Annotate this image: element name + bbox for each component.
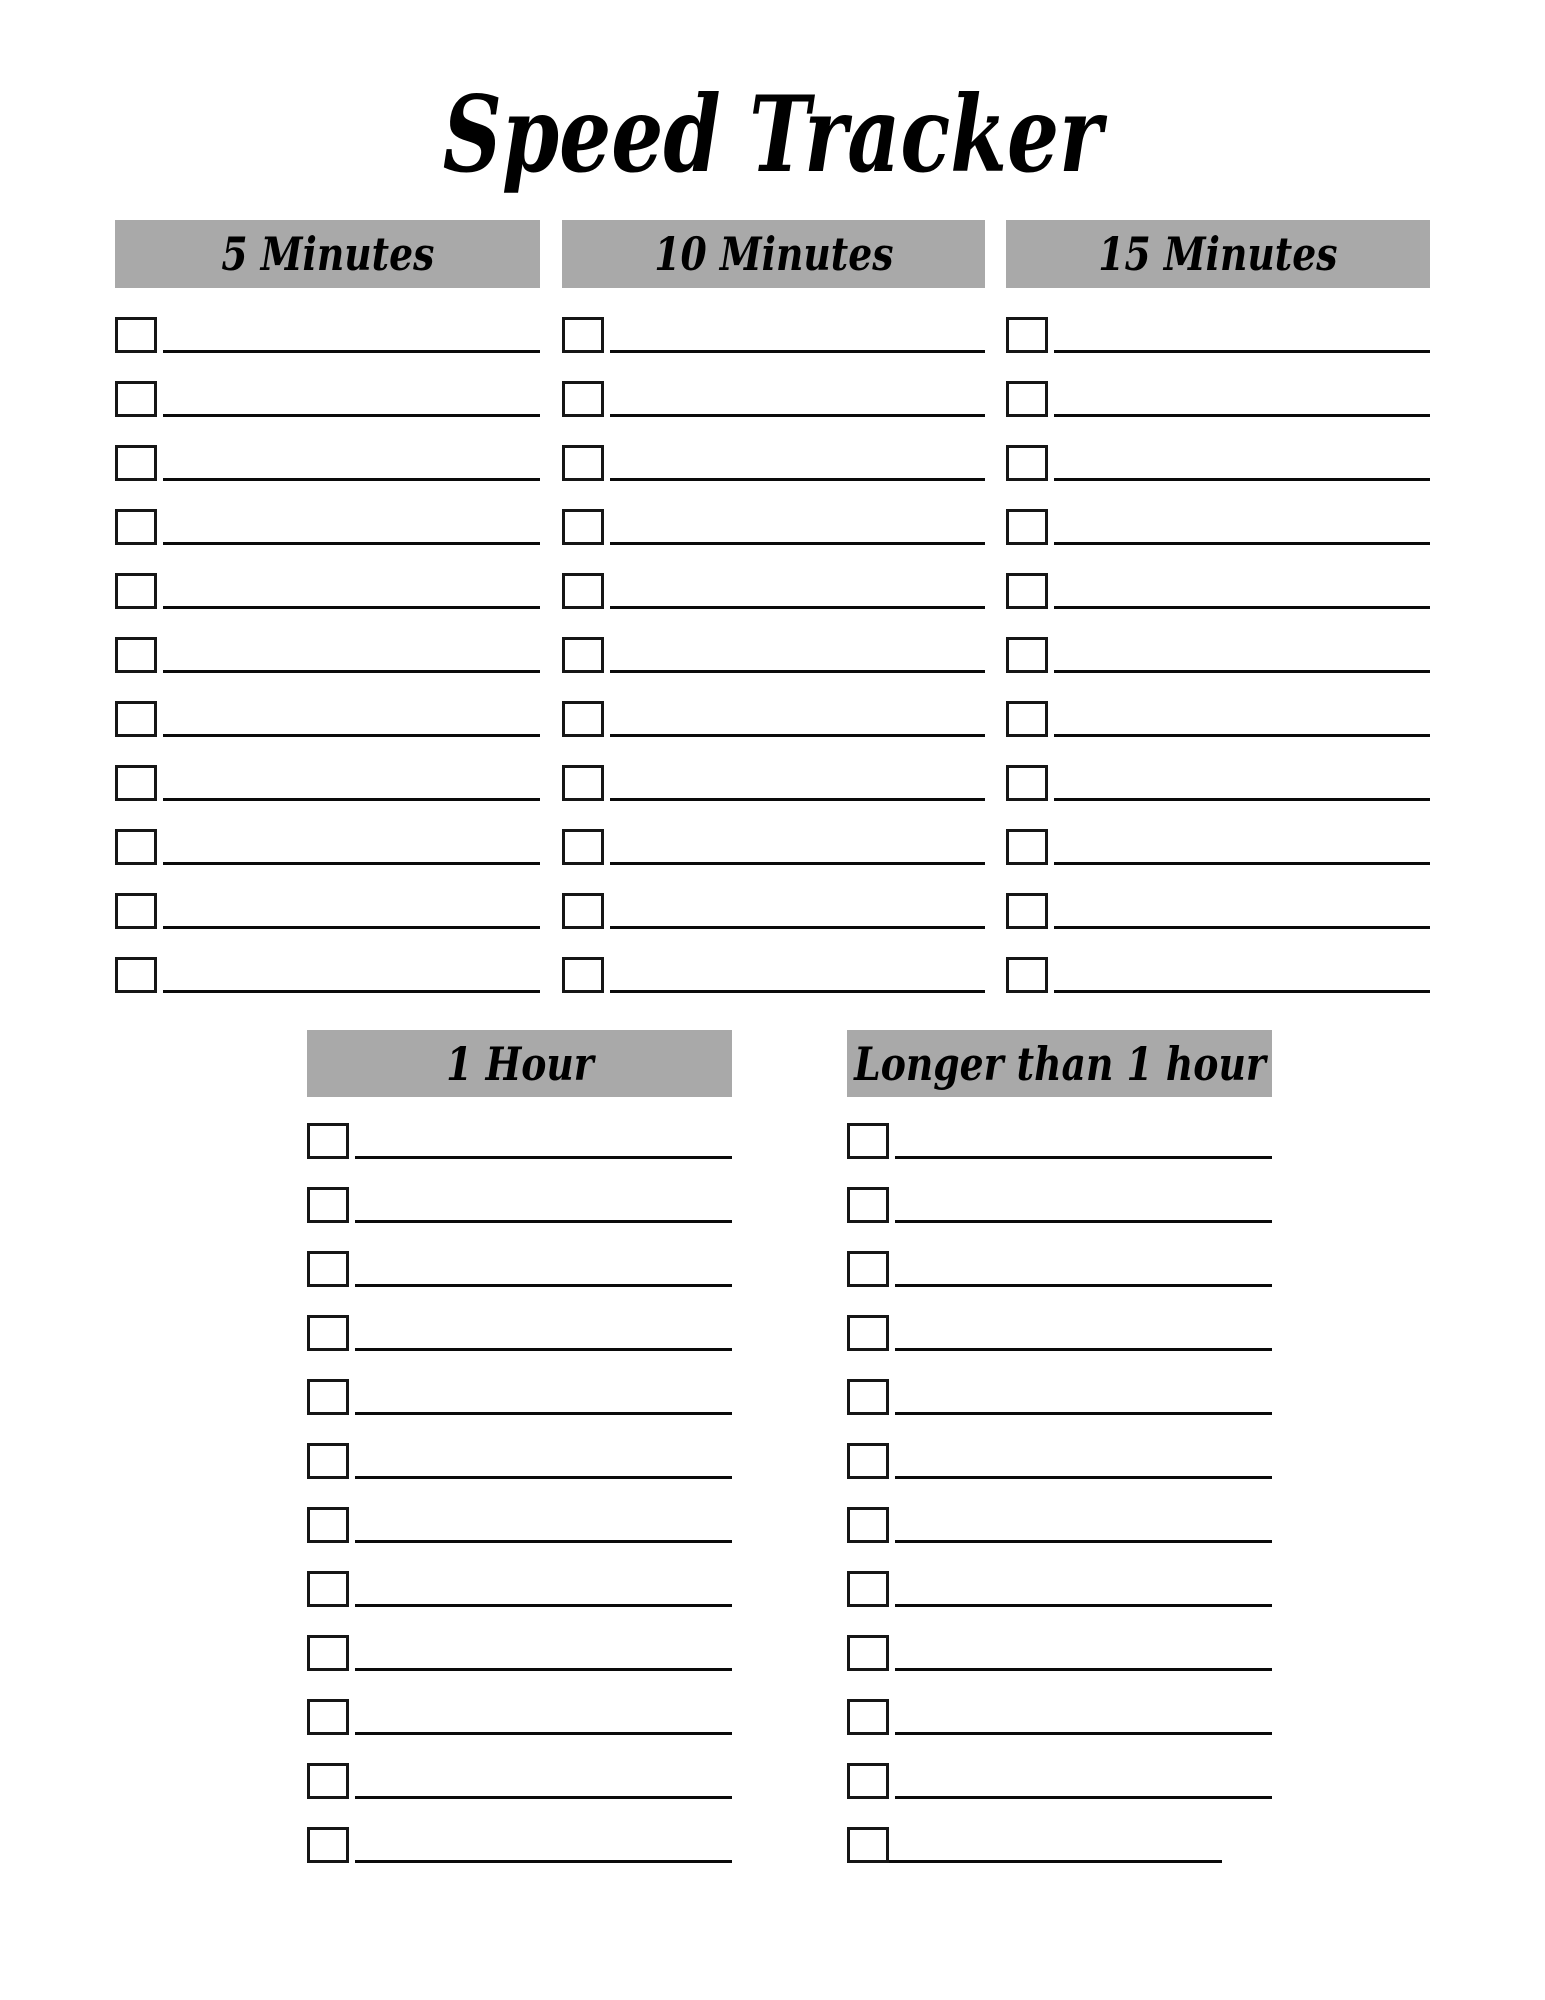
page-title: Speed Tracker xyxy=(442,72,1103,196)
checkbox[interactable] xyxy=(847,1187,889,1223)
write-in-line xyxy=(355,1156,732,1159)
write-in-line xyxy=(355,1604,732,1607)
checklist-column-longer-than-1-hour xyxy=(847,1030,1272,1891)
write-in-line xyxy=(1054,350,1430,353)
checkbox[interactable] xyxy=(562,957,604,993)
checkbox[interactable] xyxy=(562,573,604,609)
checklist-row xyxy=(1006,509,1430,545)
checkbox[interactable] xyxy=(562,701,604,737)
checkbox[interactable] xyxy=(307,1123,349,1159)
checkbox[interactable] xyxy=(115,381,157,417)
checklist-row xyxy=(1006,957,1430,993)
write-in-line xyxy=(163,478,540,481)
checkbox[interactable] xyxy=(1006,765,1048,801)
checkbox[interactable] xyxy=(115,957,157,993)
checkbox[interactable] xyxy=(847,1315,889,1351)
write-in-line xyxy=(163,670,540,673)
checklist-column-10-minutes xyxy=(562,220,985,1021)
column-rows xyxy=(115,317,540,993)
checklist-row xyxy=(562,381,985,417)
checklist-row xyxy=(1006,701,1430,737)
write-in-line xyxy=(355,1860,732,1863)
checkbox[interactable] xyxy=(1006,701,1048,737)
write-in-line xyxy=(895,1284,1272,1287)
checkbox[interactable] xyxy=(562,509,604,545)
column-rows xyxy=(307,1123,732,1863)
checklist-row xyxy=(562,957,985,993)
checklist-row xyxy=(307,1251,732,1287)
write-in-line xyxy=(163,734,540,737)
checkbox[interactable] xyxy=(115,893,157,929)
checkbox[interactable] xyxy=(1006,317,1048,353)
checkbox[interactable] xyxy=(847,1699,889,1735)
checkbox[interactable] xyxy=(1006,829,1048,865)
checklist-row xyxy=(307,1443,732,1479)
checklist-row xyxy=(847,1763,1272,1799)
checklist-row xyxy=(307,1827,732,1863)
checkbox[interactable] xyxy=(1006,893,1048,929)
checklist-row xyxy=(307,1507,732,1543)
checklist-row xyxy=(847,1315,1272,1351)
checklist-row xyxy=(847,1123,1272,1159)
column-header-1-hour xyxy=(307,1030,732,1097)
checkbox[interactable] xyxy=(1006,637,1048,673)
checklist-row xyxy=(115,957,540,993)
checkbox[interactable] xyxy=(307,1635,349,1671)
checkbox[interactable] xyxy=(562,381,604,417)
write-in-line xyxy=(163,990,540,993)
checklist-row xyxy=(1006,381,1430,417)
checklist-row xyxy=(562,765,985,801)
checklist-row xyxy=(307,1315,732,1351)
checkbox[interactable] xyxy=(847,1827,889,1863)
checkbox[interactable] xyxy=(115,637,157,673)
write-in-line xyxy=(355,1284,732,1287)
write-in-line xyxy=(610,862,985,865)
checklist-row xyxy=(1006,765,1430,801)
checklist-row xyxy=(115,765,540,801)
write-in-line xyxy=(895,1604,1272,1607)
checkbox[interactable] xyxy=(562,445,604,481)
checklist-row xyxy=(115,509,540,545)
checkbox[interactable] xyxy=(307,1763,349,1799)
checklist-row xyxy=(1006,445,1430,481)
checklist-row xyxy=(115,637,540,673)
checklist-row xyxy=(115,701,540,737)
checklist-column-15-minutes xyxy=(1006,220,1430,1021)
write-in-line xyxy=(355,1220,732,1223)
write-in-line xyxy=(895,1348,1272,1351)
checklist-column-5-minutes xyxy=(115,220,540,1021)
checkbox[interactable] xyxy=(307,1827,349,1863)
write-in-line xyxy=(1054,990,1430,993)
write-in-line xyxy=(1054,606,1430,609)
write-in-line xyxy=(895,1476,1272,1479)
checkbox[interactable] xyxy=(115,573,157,609)
write-in-line xyxy=(610,542,985,545)
write-in-line xyxy=(895,1412,1272,1415)
write-in-line xyxy=(847,1860,1222,1863)
column-header-label: 5 Minutes xyxy=(221,227,434,281)
checklist-row xyxy=(1006,637,1430,673)
write-in-line xyxy=(355,1540,732,1543)
write-in-line xyxy=(355,1668,732,1671)
column-header-label: 15 Minutes xyxy=(1098,227,1338,281)
checklist-column-1-hour xyxy=(307,1030,732,1891)
checklist-row xyxy=(847,1571,1272,1607)
checkbox[interactable] xyxy=(847,1251,889,1287)
checkbox[interactable] xyxy=(307,1315,349,1351)
write-in-line xyxy=(610,670,985,673)
write-in-line xyxy=(895,1156,1272,1159)
checklist-row xyxy=(562,509,985,545)
checklist-row xyxy=(307,1123,732,1159)
column-rows xyxy=(847,1123,1272,1863)
checkbox[interactable] xyxy=(847,1763,889,1799)
write-in-line xyxy=(895,1796,1272,1799)
checkbox[interactable] xyxy=(115,701,157,737)
checkbox[interactable] xyxy=(847,1571,889,1607)
checkbox[interactable] xyxy=(307,1187,349,1223)
checkbox[interactable] xyxy=(307,1699,349,1735)
column-header-10-minutes xyxy=(562,220,985,288)
checklist-row xyxy=(307,1763,732,1799)
checkbox[interactable] xyxy=(1006,957,1048,993)
checklist-row xyxy=(307,1187,732,1223)
column-header-label: 10 Minutes xyxy=(653,227,894,281)
checklist-row xyxy=(847,1379,1272,1415)
checklist-row xyxy=(847,1635,1272,1671)
write-in-line xyxy=(355,1732,732,1735)
checklist-row xyxy=(562,637,985,673)
write-in-line xyxy=(610,606,985,609)
checkbox[interactable] xyxy=(307,1379,349,1415)
checkbox[interactable] xyxy=(562,765,604,801)
checklist-row xyxy=(562,445,985,481)
checkbox[interactable] xyxy=(1006,381,1048,417)
checkbox[interactable] xyxy=(307,1571,349,1607)
column-rows xyxy=(562,317,985,993)
checkbox[interactable] xyxy=(847,1443,889,1479)
column-header-label: 1 Hour xyxy=(445,1036,594,1091)
checklist-row xyxy=(847,1443,1272,1479)
checkbox[interactable] xyxy=(115,317,157,353)
write-in-line xyxy=(355,1412,732,1415)
write-in-line xyxy=(1054,926,1430,929)
checklist-row xyxy=(307,1635,732,1671)
checklist-row xyxy=(1006,573,1430,609)
checklist-row xyxy=(847,1827,1272,1863)
write-in-line xyxy=(163,862,540,865)
write-in-line xyxy=(610,350,985,353)
write-in-line xyxy=(895,1540,1272,1543)
write-in-line xyxy=(895,1220,1272,1223)
checkbox[interactable] xyxy=(847,1507,889,1543)
checkbox[interactable] xyxy=(115,765,157,801)
column-header-longer-than-1-hour xyxy=(847,1030,1272,1097)
checklist-row xyxy=(115,317,540,353)
write-in-line xyxy=(355,1348,732,1351)
checkbox[interactable] xyxy=(115,509,157,545)
write-in-line xyxy=(163,350,540,353)
write-in-line xyxy=(163,606,540,609)
checklist-row xyxy=(307,1379,732,1415)
write-in-line xyxy=(163,798,540,801)
checkbox[interactable] xyxy=(1006,573,1048,609)
write-in-line xyxy=(895,1732,1272,1735)
write-in-line xyxy=(610,798,985,801)
write-in-line xyxy=(355,1476,732,1479)
write-in-line xyxy=(610,926,985,929)
checklist-row xyxy=(562,893,985,929)
checklist-row xyxy=(847,1507,1272,1543)
column-rows xyxy=(1006,317,1430,993)
write-in-line xyxy=(1054,542,1430,545)
checkbox[interactable] xyxy=(307,1251,349,1287)
checkbox[interactable] xyxy=(307,1507,349,1543)
column-header-15-minutes xyxy=(1006,220,1430,288)
checklist-row xyxy=(562,317,985,353)
write-in-line xyxy=(1054,862,1430,865)
write-in-line xyxy=(1054,798,1430,801)
column-header-label: Longer than 1 hour xyxy=(853,1036,1266,1091)
write-in-line xyxy=(163,542,540,545)
column-header-5-minutes xyxy=(115,220,540,288)
write-in-line xyxy=(610,734,985,737)
checkbox[interactable] xyxy=(562,829,604,865)
write-in-line xyxy=(895,1668,1272,1671)
checklist-row xyxy=(115,573,540,609)
checkbox[interactable] xyxy=(562,893,604,929)
checkbox[interactable] xyxy=(115,829,157,865)
checkbox[interactable] xyxy=(562,317,604,353)
checklist-row xyxy=(847,1251,1272,1287)
write-in-line xyxy=(1054,734,1430,737)
checklist-row xyxy=(1006,829,1430,865)
write-in-line xyxy=(610,478,985,481)
checklist-row xyxy=(847,1699,1272,1735)
write-in-line xyxy=(355,1796,732,1799)
checklist-row xyxy=(307,1571,732,1607)
checkbox[interactable] xyxy=(847,1123,889,1159)
checklist-row xyxy=(562,573,985,609)
write-in-line xyxy=(610,414,985,417)
checklist-row xyxy=(847,1187,1272,1223)
checkbox[interactable] xyxy=(1006,509,1048,545)
checkbox[interactable] xyxy=(1006,445,1048,481)
write-in-line xyxy=(163,414,540,417)
checklist-row xyxy=(115,893,540,929)
checklist-row xyxy=(562,701,985,737)
write-in-line xyxy=(1054,414,1430,417)
checkbox[interactable] xyxy=(847,1635,889,1671)
checkbox[interactable] xyxy=(562,637,604,673)
checklist-row xyxy=(115,381,540,417)
checkbox[interactable] xyxy=(115,445,157,481)
checklist-row xyxy=(562,829,985,865)
write-in-line xyxy=(1054,670,1430,673)
checklist-row xyxy=(1006,893,1430,929)
checkbox[interactable] xyxy=(847,1379,889,1415)
checkbox[interactable] xyxy=(307,1443,349,1479)
checklist-row xyxy=(1006,317,1430,353)
write-in-line xyxy=(163,926,540,929)
checklist-row xyxy=(115,445,540,481)
write-in-line xyxy=(1054,478,1430,481)
write-in-line xyxy=(610,990,985,993)
checklist-row xyxy=(115,829,540,865)
checklist-row xyxy=(307,1699,732,1735)
